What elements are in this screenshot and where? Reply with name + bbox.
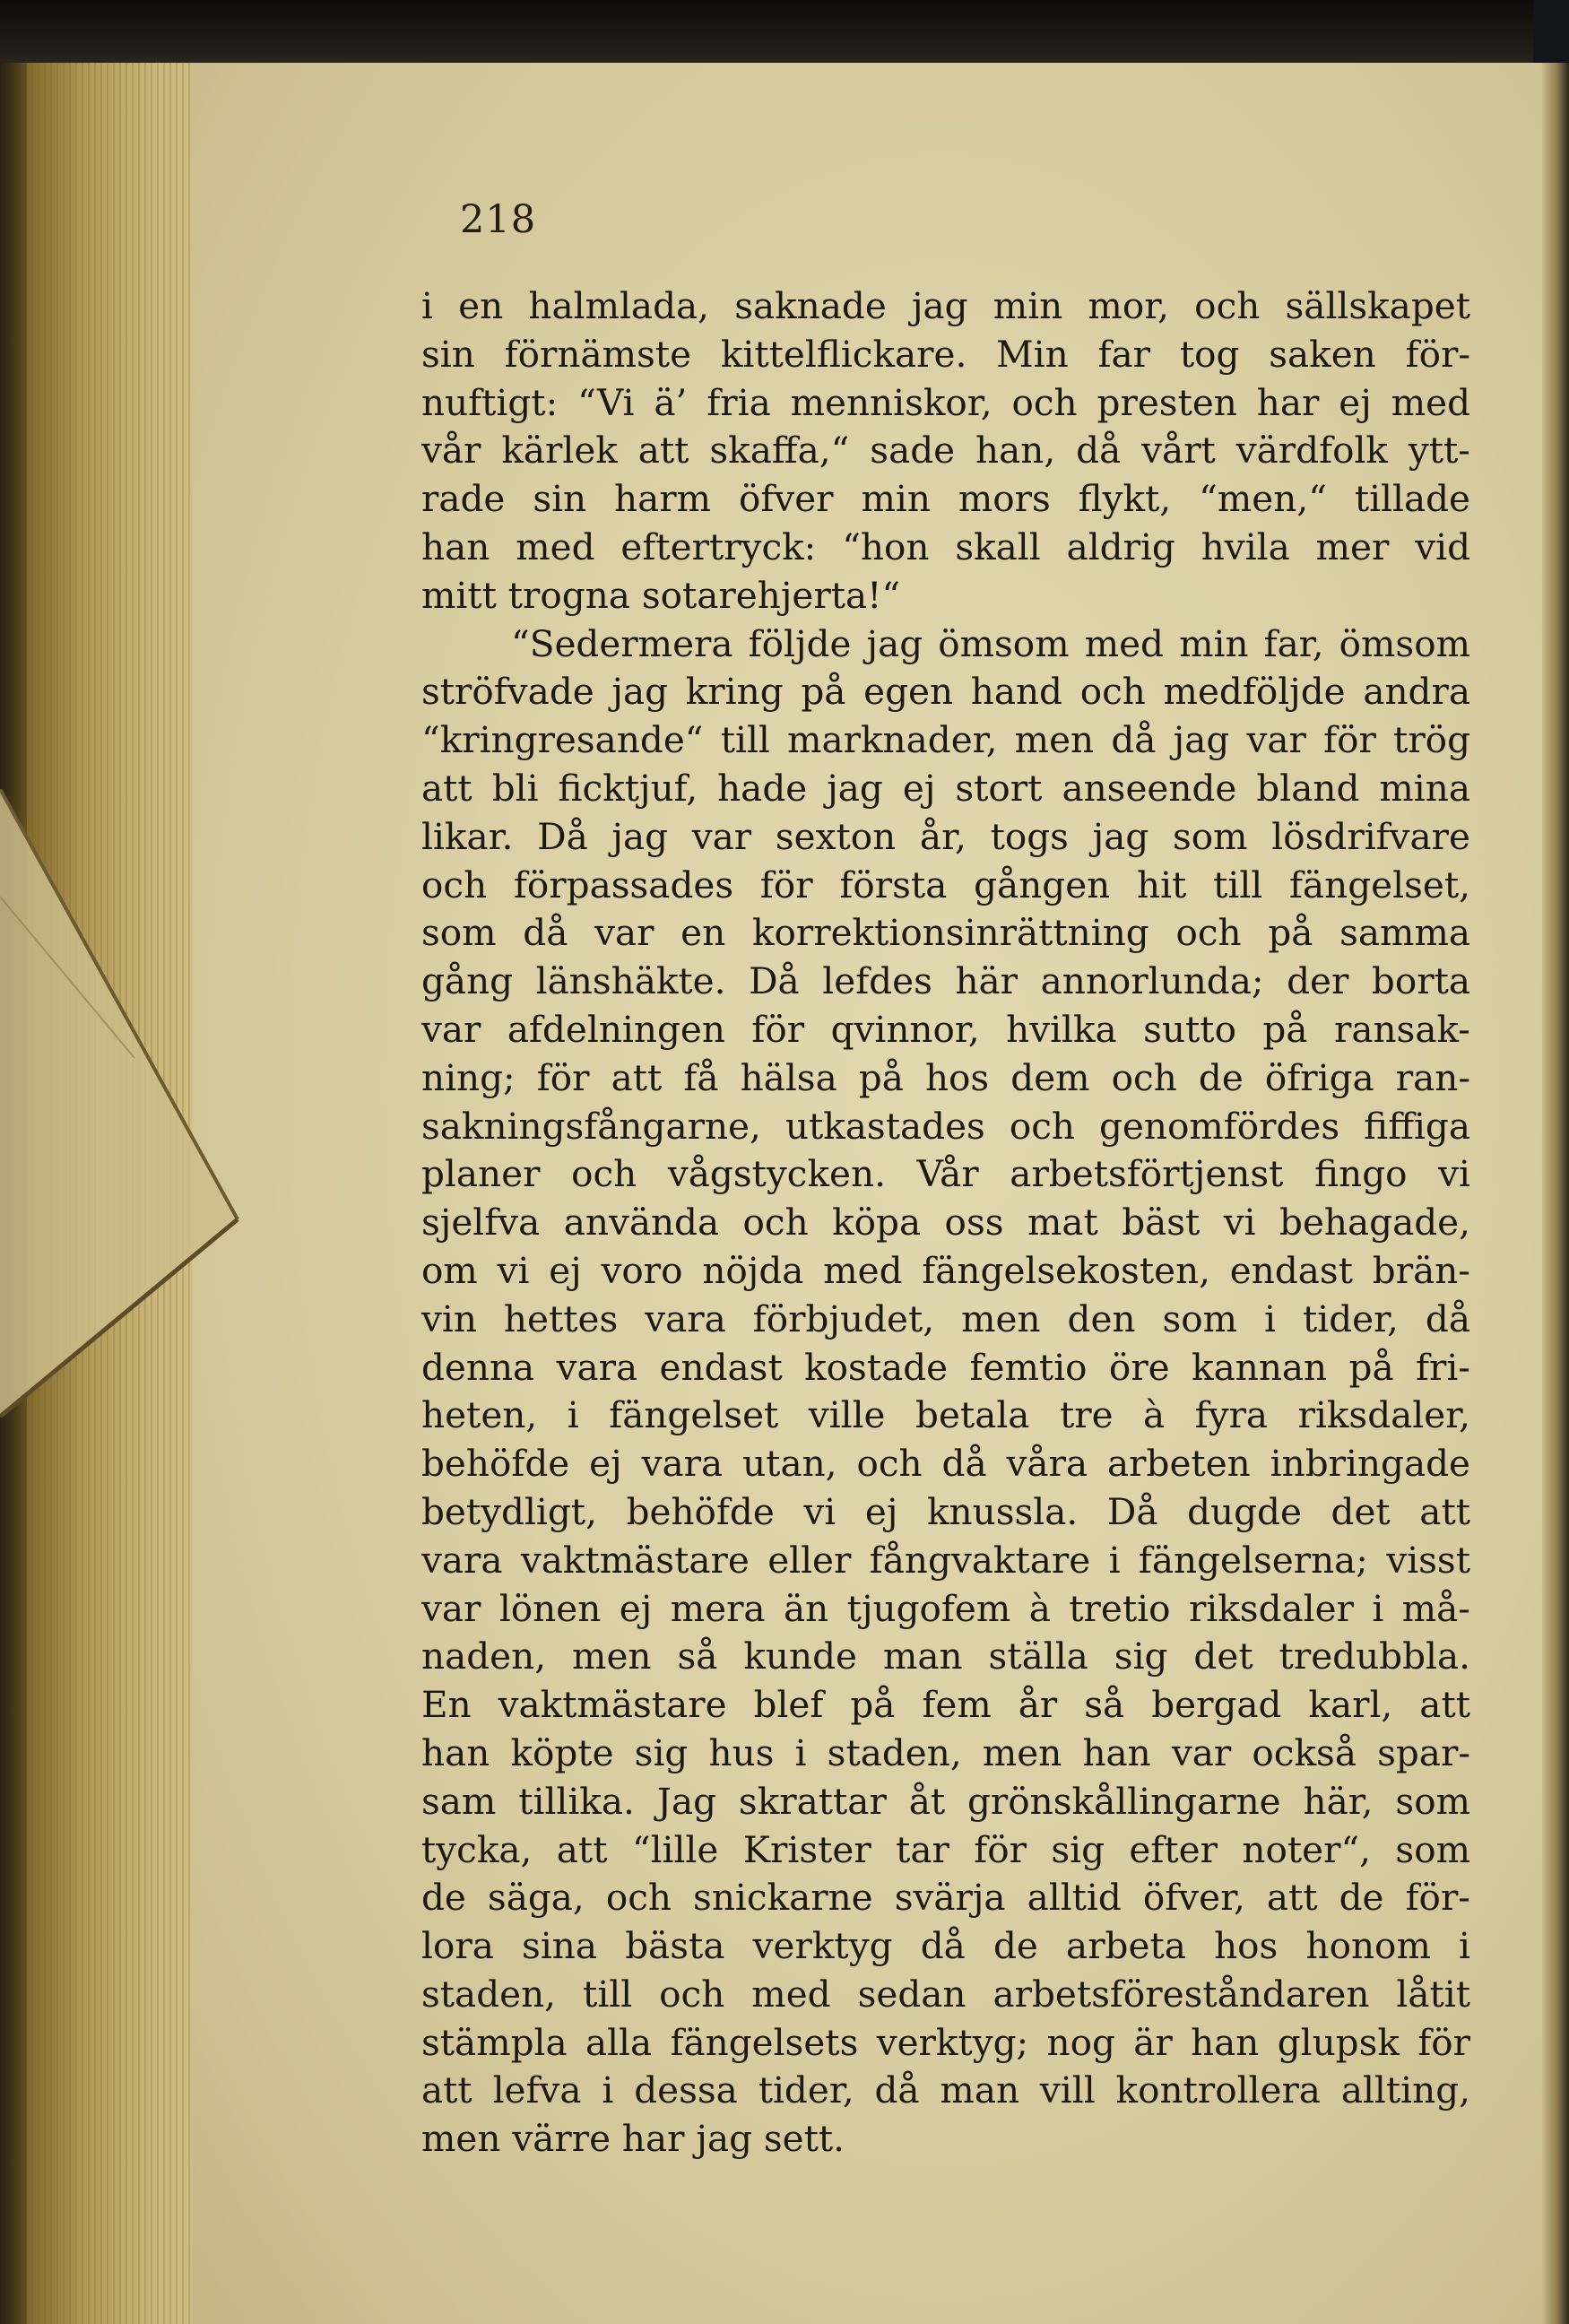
text-line: nuftigt: “Vi ä’ fria menniskor, och presten har ej med <box>421 380 1470 424</box>
text-line: planer och vågstycken. Vår arbetsförtjenst fingo vi <box>421 1152 1470 1196</box>
text-line: staden, till och med sedan arbetsföreståndaren låtit <box>421 1972 1470 2016</box>
page-number: 218 <box>460 197 537 242</box>
text-line: betydligt, behöfde vi ej knussla. Då dugde det att <box>421 1489 1470 1533</box>
text-line: behöfde ej vara utan, och då våra arbeten inbringade <box>421 1442 1470 1486</box>
text-line: om vi ej voro nöjda med fängelsekosten, endast brän- <box>421 1248 1470 1292</box>
text-line: att bli ficktjuf, hade jag ej stort anseende bland mina <box>421 766 1470 810</box>
text-line: var afdelningen för qvinnor, hvilka sutto på ransak- <box>421 1007 1470 1051</box>
text-line: som då var en korrektionsinrättning och på samma <box>421 911 1470 955</box>
background-top <box>0 0 1569 67</box>
text-line: likar. Då jag var sexton år, togs jag som lösdrifvare <box>421 814 1470 858</box>
text-line: rade sin harm öfver min mors flykt, “men,“ tillade <box>421 477 1470 521</box>
text-line: mitt trogna sotarehjerta!“ <box>421 573 901 617</box>
text-line: sjelfva använda och köpa oss mat bäst vi behagade, <box>421 1201 1470 1244</box>
text-line: men värre har jag sett. <box>421 2117 845 2161</box>
text-line: heten, i fängelset ville betala tre à fyra riksdaler, <box>421 1393 1470 1437</box>
text-line: sam tillika. Jag skrattar åt grönskållingarne här, som <box>421 1779 1470 1823</box>
text-line: ströfvade jag kring på egen hand och medföljde andra <box>421 670 1470 714</box>
text-line: “kringresande“ till marknader, men då jag var för trög <box>421 718 1470 762</box>
text-line: var lönen ej mera än tjugofem à tretio riksdaler i må- <box>421 1586 1470 1630</box>
text-line: stämpla alla fängelsets verktyg; nog är han glupsk för <box>421 2020 1470 2064</box>
text-line: vin hettes vara förbjudet, men den som i tider, då <box>421 1296 1470 1340</box>
folded-page-corner <box>0 789 269 1435</box>
text-line: sakningsfångarne, utkastades och genomfördes fiffiga <box>421 1104 1470 1148</box>
text-line: de säga, och snickarne svärja alltid öfver, att de för- <box>421 1876 1470 1920</box>
text-line: vår kärlek att skaffa,“ sade han, då vårt värdfolk ytt- <box>421 429 1470 473</box>
text-line: “Sedermera följde jag ömsom med min far, ömsom <box>511 621 1470 665</box>
text-line: vara vaktmästare eller fångvaktare i fängelserna; visst <box>421 1538 1470 1582</box>
text-line: gång länshäkte. Då lefdes här annorlunda; der borta <box>421 959 1470 1003</box>
text-line: och förpassades för första gången hit till fängelset, <box>421 863 1470 906</box>
text-line: ning; för att få hälsa på hos dem och de öfriga ran- <box>421 1055 1470 1099</box>
text-line: sin förnämste kittelflickare. Min far tog saken för- <box>421 332 1470 376</box>
text-line: han köpte sig hus i staden, men han var också spar- <box>421 1730 1470 1774</box>
body-text <box>421 282 1470 2164</box>
text-line: han med eftertryck: “hon skall aldrig hvila mer vid <box>421 525 1470 568</box>
background-corner <box>1533 0 1569 67</box>
text-line: lora sina bästa verktyg då de arbeta hos honom i <box>421 1924 1470 1968</box>
text-line: naden, men så kunde man ställa sig det tredubbla. <box>421 1635 1470 1678</box>
page-right-edge <box>1542 63 1569 2324</box>
text-line: En vaktmästare blef på fem år så bergad karl, att <box>421 1683 1470 1727</box>
text-line: tycka, att “lille Krister tar för sig efter noter“, som <box>421 1827 1470 1871</box>
text-line: i en halmlada, saknade jag min mor, och sällskapet <box>421 284 1470 327</box>
text-line: denna vara endast kostade femtio öre kannan på fri- <box>421 1345 1470 1389</box>
text-line: att lefva i dessa tider, då man vill kontrollera allting, <box>421 2068 1470 2112</box>
